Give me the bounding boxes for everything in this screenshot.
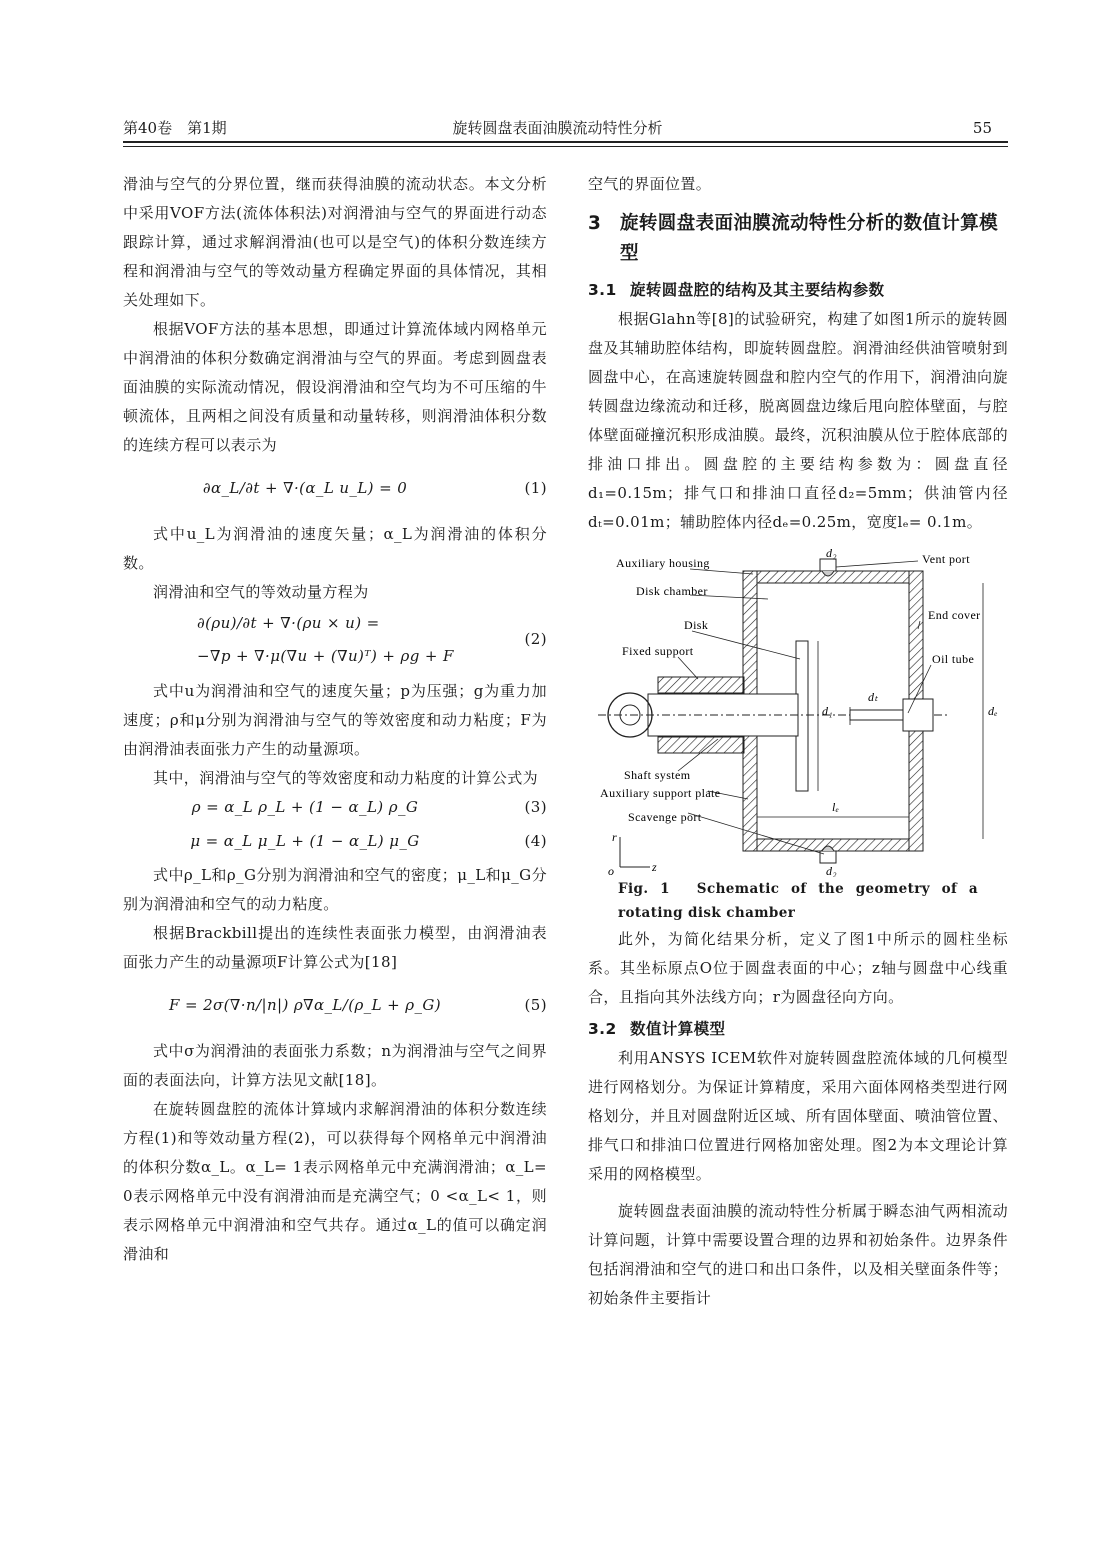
- equation-expression: ρ = α_L ρ_L + (1 − α_L) ρ_G: [191, 798, 419, 816]
- left-column: [123, 170, 547, 1269]
- header-rule-thin: [123, 146, 1008, 147]
- running-title: 旋转圆盘表面油膜流动特性分析: [452, 119, 663, 137]
- equation-expression: ∂α_L/∂t + ∇·(α_L u_L) = 0: [202, 479, 408, 497]
- equation-number: (2): [524, 630, 547, 648]
- label-dt: dₜ: [868, 690, 879, 704]
- paragraph: 润滑油和空气的等效动量方程为: [153, 583, 369, 601]
- subsection-heading: [588, 275, 1008, 305]
- equation-number: (4): [524, 832, 547, 850]
- equation-5: [123, 977, 547, 1037]
- header-rule: [123, 141, 1008, 143]
- label-d2-top: d₂: [826, 549, 837, 560]
- label-de: dₑ: [988, 704, 998, 718]
- subsection-title: 旋转圆盘腔的结构及其主要结构参数: [630, 281, 885, 299]
- paragraph: 式中σ为润滑油的表面张力系数；n为润滑油与空气之间界面的表面法向，计算方法见文献[18]。: [123, 1042, 547, 1089]
- label-shaft-system: Shaft system: [624, 768, 691, 782]
- paragraph: 根据Glahn等[8]的试验研究，构建了如图1所示的旋转圆盘及其辅助腔体结构，即旋转圆盘腔。润滑油经供油管喷射到圆盘中心，在高速旋转圆盘和腔内空气的作用下，润滑油向旋转圆盘边缘流动和迁移，脱离圆盘边缘后甩向腔体壁面，与腔体壁面碰撞沉积形成油膜。最终，沉积油膜从位于腔体底部的排油口排出。圆盘腔的主要结构参数为：圆盘直径d₁=0.15m；排气口和排油口直径d₂=5mm；供油管内径dₜ=0.01m；辅助腔体内径dₑ=0.25m，宽度lₑ= 0.1m。: [588, 310, 1008, 531]
- equation-3: [123, 793, 547, 827]
- label-auxiliary-support-plate: Auxiliary support plate: [600, 786, 721, 800]
- equation-2: [123, 607, 547, 677]
- label-disk: Disk: [684, 618, 709, 632]
- paragraph: 式中ρ_L和ρ_G分别为润滑油和空气的密度；μ_L和μ_G分别为润滑油和空气的动力粘度。: [123, 866, 547, 913]
- paragraph: 此外，为简化结果分析，定义了图1中所示的圆柱坐标系。其坐标原点O位于圆盘表面的中心；z轴与圆盘中心线重合，且指向其外法线方向；r为圆盘径向方向。: [588, 930, 1008, 1006]
- equation-line: ∂(ρu)/∂t + ∇·(ρu × u) =: [197, 614, 380, 632]
- vent-port: [820, 559, 836, 571]
- label-auxiliary-housing: Auxiliary housing: [616, 556, 710, 570]
- paragraph: 根据Brackbill提出的连续性表面张力模型，由润滑油表面张力产生的动量源项F计算公式为[18]: [123, 924, 547, 971]
- scavenge-port: [820, 851, 836, 863]
- rotating-disk-chamber-schematic: [588, 549, 1008, 877]
- label-oil-tube: Oil tube: [932, 652, 975, 666]
- equation-number: (5): [524, 996, 547, 1014]
- label-r-axis: r: [612, 830, 618, 844]
- label-z-axis: z: [652, 860, 658, 874]
- section-number: 3: [588, 213, 602, 234]
- right-column: [588, 170, 1008, 1313]
- subsection-number: 3.2: [588, 1020, 617, 1038]
- equation-expression: μ = α_L μ_L + (1 − α_L) μ_G: [190, 832, 420, 850]
- subsection-number: 3.1: [588, 281, 617, 299]
- subsection-heading: [588, 1014, 1008, 1044]
- equation-4: [123, 827, 547, 861]
- paragraph: 式中u_L为润滑油的速度矢量；α_L为润滑油的体积分数。: [123, 525, 547, 572]
- equation-1: [123, 460, 547, 520]
- equation-line: −∇p + ∇·μ(∇u + (∇u)ᵀ) + ρg + F: [197, 647, 454, 665]
- equation-number: (1): [524, 479, 547, 497]
- label-origin: o: [608, 864, 615, 877]
- oil-tube: [850, 710, 910, 720]
- paragraph: 其中，润滑油与空气的等效密度和动力粘度的计算公式为: [153, 769, 539, 787]
- paragraph: 式中u为润滑油和空气的速度矢量；p为压强；g为重力加速度；ρ和μ分别为润滑油与空气的等效密度和动力粘度；F为由润滑油表面张力产生的动量源项。: [123, 682, 547, 758]
- figure-1: [588, 549, 1008, 877]
- label-end-cover: End cover: [928, 608, 981, 622]
- page-number: 55: [972, 119, 992, 137]
- paragraph: 根据VOF方法的基本思想，即通过计算流体域内网格单元中润滑油的体积分数确定润滑油与空气的界面。考虑到圆盘表面油膜的实际流动情况，假设润滑油和空气均为不可压缩的牛顿流体，且两相之间没有质量和动量转移，则润滑油体积分数的连续方程可以表示为: [123, 320, 547, 454]
- label-vent-port: Vent port: [922, 552, 970, 566]
- section-heading: [588, 209, 1008, 269]
- label-le: lₑ: [832, 800, 840, 814]
- journal-volume: 第40卷 第1期: [123, 119, 227, 137]
- figure-caption: Fig. 1 Schematic of the geometry of a rotating disk chamber: [618, 881, 978, 921]
- label-d1: d₁: [822, 704, 833, 718]
- label-scavenge-port: Scavenge port: [628, 810, 702, 824]
- paragraph: 空气的界面位置。: [588, 175, 712, 193]
- equation-expression: [123, 607, 487, 673]
- paragraph: 在旋转圆盘腔的流体计算域内求解润滑油的体积分数连续方程(1)和等效动量方程(2)，可以获得每个网格单元中润滑油的体积分数α_L。α_L= 1表示网格单元中充满润滑油；α_L= 0表示网格单元中没有润滑油而是充满空气；0 <α_L< 1，则表示网格单元中润滑油和空气共存。通过α_L的值可以确定润滑油和: [123, 1100, 547, 1263]
- fixed-support: [658, 677, 744, 693]
- label-fixed-support: Fixed support: [622, 644, 694, 658]
- paragraph: 旋转圆盘表面油膜的流动特性分析属于瞬态油气两相流动计算问题，计算中需要设置合理的边界和初始条件。边界条件包括润滑油和空气的进口和出口条件，以及相关壁面条件等；初始条件主要指计: [588, 1202, 1008, 1307]
- subsection-title: 数值计算模型: [630, 1020, 726, 1038]
- paragraph: 滑油与空气的分界位置，继而获得油膜的流动状态。本文分析中采用VOF方法(流体体积法)对润滑油与空气的界面进行动态跟踪计算，通过求解润滑油(也可以是空气)的体积分数连续方程和润滑油与空气的等效动量方程确定界面的具体情况，其相关处理如下。: [123, 175, 547, 309]
- equation-expression: F = 2σ(∇·n/|n|) ρ∇α_L/(ρ_L + ρ_G): [168, 996, 442, 1014]
- label-d2-bottom: d₂: [826, 864, 837, 877]
- running-header: [123, 117, 992, 139]
- section-title: 旋转圆盘表面油膜流动特性分析的数值计算模型: [620, 213, 999, 264]
- equation-number: (3): [524, 798, 547, 816]
- label-disk-chamber: Disk chamber: [636, 584, 708, 598]
- paragraph: 利用ANSYS ICEM软件对旋转圆盘腔流体域的几何模型进行网格划分。为保证计算精度，采用六面体网格类型进行网格划分，并且对圆盘附近区域、所有固体壁面、喷油管位置、排气口和排油口位置进行网格加密处理。图2为本文理论计算采用的网格模型。: [588, 1049, 1008, 1183]
